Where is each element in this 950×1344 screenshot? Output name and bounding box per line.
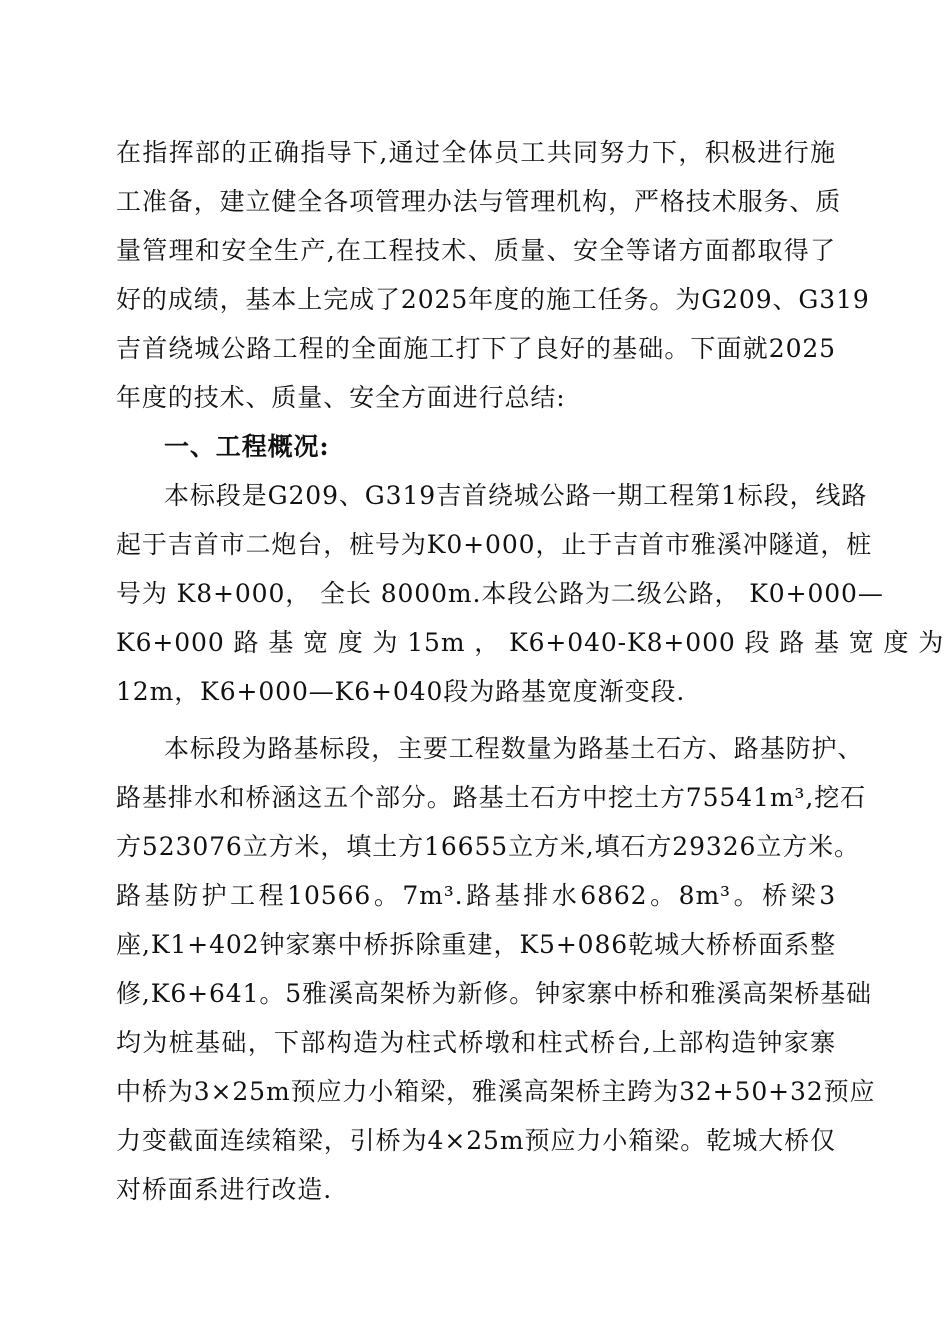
text-line: 起于吉首市二炮台，桩号为K0+000，止于吉首市雅溪冲隧道，桩 <box>116 530 873 559</box>
text-line: 中桥为3×25m预应力小箱梁，雅溪高架桥主跨为32+50+32预应 <box>116 1077 876 1106</box>
text-line: 12m，K6+000—K6+040段为路基宽度渐变段. <box>116 677 686 706</box>
text-line: 均为桩基础，下部构造为柱式桥墩和柱式桥台,上部构造钟家寨 <box>116 1028 836 1057</box>
intro-paragraph <box>116 128 870 422</box>
text-line: 修,K6+641。5雅溪高架桥为新修。钟家寨中桥和雅溪高架桥基础 <box>116 979 872 1008</box>
section-heading: 一、工程概况: <box>164 432 330 461</box>
text-line: 座,K1+402钟家寨中桥拆除重建，K5+086乾城大桥桥面系整 <box>116 930 836 959</box>
text-line: 量管理和安全生产,在工程技术、质量、安全等诸方面都取得了 <box>116 236 836 265</box>
text-line: 路基排水和桥涵这五个部分。路基土石方中挖土方75541m³,挖石 <box>116 783 867 812</box>
text-line: 号为 K8+000， 全长 8000m.本段公路为二级公路， K0+000— <box>116 579 884 608</box>
text-line: 好的成绩，基本上完成了2025年度的施工任务。为G209、G319 <box>116 285 870 314</box>
text-line: 本标段是G209、G319吉首绕城公路一期工程第1标段，线路 <box>164 481 868 510</box>
text-line: 年度的技术、质量、安全方面进行总结: <box>116 383 566 412</box>
overview-paragraph-2 <box>116 724 876 1214</box>
text-line: 力变截面连续箱梁，引桥为4×25m预应力小箱梁。乾城大桥仅 <box>116 1126 836 1155</box>
text-line: 本标段为路基标段，主要工程数量为路基土石方、路基防护、 <box>164 734 864 763</box>
paragraph-gap <box>116 716 836 724</box>
text-line: 方523076立方米，填土方16655立方米,填石方29326立方米。 <box>116 832 860 861</box>
text-line: K6+000 路 基 宽 度 为 15m ， K6+040-K8+000 段 路 基 宽 度 为 <box>116 628 945 657</box>
document-body <box>116 128 945 1214</box>
text-line: 路基防护工程10566。7m³.路基排水6862。8m³。桥梁3 <box>116 881 836 910</box>
text-line: 吉首绕城公路工程的全面施工打下了良好的基础。下面就2025 <box>116 334 836 363</box>
text-line: 在指挥部的正确指导下,通过全体员工共同努力下，积极进行施 <box>116 138 836 167</box>
overview-paragraph-1 <box>116 471 945 716</box>
text-line: 对桥面系进行改造. <box>116 1175 333 1204</box>
text-line: 工准备，建立健全各项管理办法与管理机构，严格技术服务、质 <box>116 187 842 216</box>
